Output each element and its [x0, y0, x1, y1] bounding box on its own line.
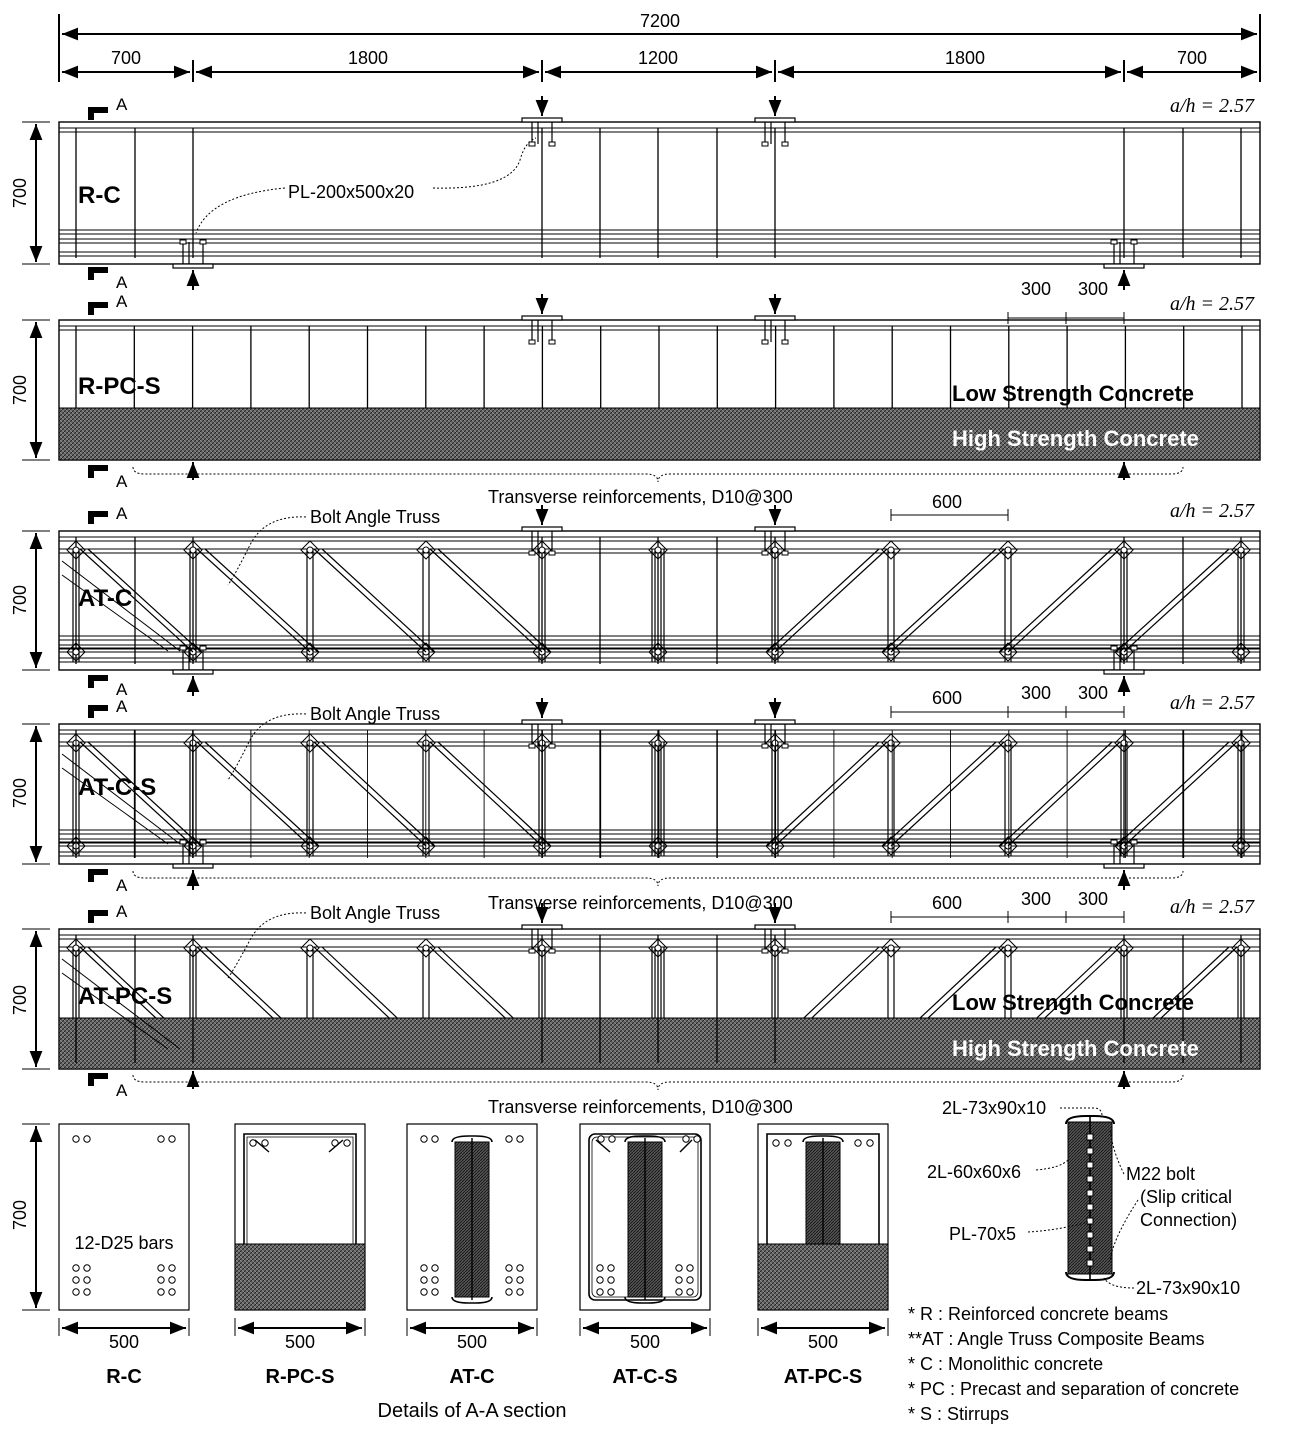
- truss-bolt: [772, 547, 778, 553]
- dim-seg-2: 1800: [347, 48, 389, 68]
- legend-item: **AT : Angle Truss Composite Beams: [908, 1329, 1205, 1349]
- rebar-bar: [676, 1277, 682, 1283]
- rebar-bar: [517, 1277, 523, 1283]
- rebar-bar: [597, 1265, 603, 1271]
- ratio-label-2: a/h = 2.57: [1169, 293, 1254, 315]
- section-flag: [88, 705, 108, 718]
- section-flag: [88, 675, 108, 688]
- high-strength-zone: [758, 1244, 888, 1310]
- angle-bottom-label: 2L-73x90x10: [1136, 1278, 1241, 1298]
- truss-bolt: [423, 945, 429, 951]
- section-width: 500: [108, 1332, 140, 1352]
- load-plate: [522, 118, 562, 122]
- truss-bolt: [1005, 945, 1011, 951]
- beam-elevations: [22, 96, 1260, 1090]
- rebar-bar: [517, 1265, 523, 1271]
- truss-bolt: [190, 945, 196, 951]
- cross-sections: [22, 1108, 1138, 1336]
- truss-bolt: [73, 649, 79, 655]
- detail-bolt: [1087, 1176, 1093, 1182]
- beam-r-c: [22, 96, 1260, 290]
- section-mark: A: [116, 680, 128, 699]
- beam-label-at-c-s: AT-C-S: [78, 774, 157, 801]
- detail-bolt: [1087, 1162, 1093, 1168]
- legend-item: * PC : Precast and separation of concrete: [908, 1379, 1240, 1399]
- rebar-bar: [785, 1140, 791, 1146]
- dim-seg-4: 1800: [944, 48, 986, 68]
- rebar-bar: [506, 1289, 512, 1295]
- load-plate: [755, 118, 795, 122]
- transverse-note: Transverse reinforcements, D10@300: [488, 487, 793, 507]
- truss-bolt: [1238, 649, 1244, 655]
- stud-head: [529, 744, 535, 748]
- detail-leader: [1036, 1160, 1068, 1170]
- rebar-bar: [84, 1265, 90, 1271]
- high-strength-label: High Strength Concrete: [952, 426, 1199, 451]
- truss-bolt: [190, 547, 196, 553]
- truss-bolt: [539, 547, 545, 553]
- load-plate: [522, 720, 562, 724]
- stud-head: [782, 142, 788, 146]
- truss-bolt: [655, 843, 661, 849]
- rebar-bar: [73, 1136, 79, 1142]
- height-label-5: 700: [10, 984, 30, 1016]
- truss-bolt: [73, 945, 79, 951]
- truss-bolt: [1238, 945, 1244, 951]
- detail-bolt: [1087, 1218, 1093, 1224]
- detail-leader: [1110, 1200, 1138, 1262]
- stud-head: [549, 340, 555, 344]
- section-mark: A: [116, 697, 128, 716]
- section-flag: [88, 869, 108, 882]
- truss-bolt: [655, 945, 661, 951]
- transverse-note: Transverse reinforcements, D10@300: [488, 893, 793, 913]
- stud-head: [200, 646, 206, 650]
- beam-label-r-c: R-C: [78, 182, 121, 209]
- stud-head: [529, 949, 535, 953]
- load-plate: [755, 527, 795, 531]
- dim-seg-5: 700: [1176, 48, 1208, 68]
- rebar-bar: [169, 1136, 175, 1142]
- section-at-pc-s: [758, 1124, 888, 1336]
- truss-bolt: [1005, 740, 1011, 746]
- height-label-4: 700: [10, 777, 30, 809]
- height-label-2: 700: [10, 374, 30, 406]
- detail-bolt: [1087, 1246, 1093, 1252]
- truss-bolt: [888, 945, 894, 951]
- spacing-dim: 300: [1078, 683, 1109, 703]
- rebar-bar: [506, 1265, 512, 1271]
- truss-bolt: [423, 547, 429, 553]
- section-width: 500: [629, 1332, 661, 1352]
- rebar-bar: [676, 1265, 682, 1271]
- truss-bolt: [772, 740, 778, 746]
- stud-head: [180, 240, 186, 244]
- support-plate: [173, 864, 213, 868]
- rebar-bar: [158, 1277, 164, 1283]
- plate-callout: PL-200x500x20: [288, 182, 415, 202]
- section-label-at-pc-s: AT-PC-S: [783, 1366, 863, 1388]
- truss-bolt: [655, 547, 661, 553]
- rebar-bar: [683, 1136, 689, 1142]
- rebar-bar: [432, 1277, 438, 1283]
- rebar-bar: [676, 1289, 682, 1295]
- rebar-bar: [84, 1277, 90, 1283]
- stud-head: [549, 949, 555, 953]
- load-plate: [522, 527, 562, 531]
- truss-bolt: [655, 649, 661, 655]
- section-width: 500: [807, 1332, 839, 1352]
- low-strength-label: Low Strength Concrete: [952, 381, 1195, 406]
- stud-head: [1111, 840, 1117, 844]
- rebar-bar: [158, 1136, 164, 1142]
- spacing-dim: 300: [1078, 279, 1109, 299]
- rebar-bar: [694, 1136, 700, 1142]
- section-flag: [88, 267, 108, 280]
- section-mark: A: [116, 472, 128, 491]
- detail-bolt: [1087, 1148, 1093, 1154]
- truss-callout: Bolt Angle Truss: [310, 903, 441, 923]
- spacing-dim: 600: [932, 893, 963, 913]
- angle-top-label: 2L-73x90x10: [942, 1098, 1047, 1118]
- section-flag: [88, 107, 108, 120]
- stud-head: [549, 551, 555, 555]
- section-label-r-pc-s: R-PC-S: [265, 1366, 335, 1388]
- section-r-pc-s: [235, 1124, 365, 1336]
- ratio-label-4: a/h = 2.57: [1169, 692, 1254, 714]
- spacing-dim: 300: [1021, 889, 1052, 909]
- rebar-bar: [687, 1277, 693, 1283]
- rebar-bar: [432, 1289, 438, 1295]
- beam-label-r-pc-s: R-PC-S: [78, 373, 161, 400]
- section-mark: A: [116, 292, 128, 311]
- stud-head: [529, 551, 535, 555]
- stud-head: [180, 840, 186, 844]
- high-strength-label: High Strength Concrete: [952, 1036, 1199, 1061]
- rebar-bar: [598, 1136, 604, 1142]
- height-label-section: 700: [10, 1199, 30, 1231]
- section-mark: A: [116, 876, 128, 895]
- height-label-1: 700: [10, 177, 30, 209]
- angle-web-label: 2L-60x60x6: [927, 1162, 1022, 1182]
- truss-bolt: [307, 945, 313, 951]
- truss-callout: Bolt Angle Truss: [310, 704, 441, 724]
- truss-callout: Bolt Angle Truss: [310, 507, 441, 527]
- stud-head: [1111, 240, 1117, 244]
- section-at-c-s: [580, 1124, 710, 1336]
- stud-head: [529, 142, 535, 146]
- section-label-r-c: R-C: [106, 1366, 142, 1388]
- stud-head: [762, 744, 768, 748]
- rebar-bar: [506, 1277, 512, 1283]
- truss-bolt: [1121, 740, 1127, 746]
- ratio-label-3: a/h = 2.57: [1169, 500, 1254, 522]
- legend: [908, 1304, 1239, 1424]
- detail-leader: [1060, 1108, 1102, 1116]
- section-width: 500: [284, 1332, 316, 1352]
- stud-head: [1131, 646, 1137, 650]
- rebar-bar: [506, 1136, 512, 1142]
- at-c-s-stirrups: [76, 730, 1242, 858]
- truss-bolt: [772, 945, 778, 951]
- load-plate: [755, 925, 795, 929]
- section-at-c: [407, 1124, 537, 1336]
- rebar-bar: [421, 1277, 427, 1283]
- truss-bolt: [888, 740, 894, 746]
- truss-bolt: [1121, 547, 1127, 553]
- stud-head: [762, 949, 768, 953]
- legend-item: * S : Stirrups: [908, 1404, 1010, 1424]
- spacing-dim: 300: [1078, 889, 1109, 909]
- truss-bolt: [307, 740, 313, 746]
- height-label-3: 700: [10, 584, 30, 616]
- rebar-bar: [262, 1140, 268, 1146]
- detail-bolt: [1087, 1134, 1093, 1140]
- high-strength-zone: [235, 1244, 365, 1310]
- section-mark: A: [116, 902, 128, 921]
- detail-bolt: [1087, 1190, 1093, 1196]
- rebar-bar: [84, 1289, 90, 1295]
- rebar-bar: [421, 1289, 427, 1295]
- rebar-bar: [169, 1277, 175, 1283]
- support-plate: [1104, 864, 1144, 868]
- load-plate: [755, 316, 795, 320]
- rebar-bar: [608, 1265, 614, 1271]
- section-flag: [88, 511, 108, 524]
- beam-at-c-s: [22, 698, 1260, 890]
- legend-item: * C : Monolithic concrete: [908, 1354, 1104, 1374]
- plate-label: PL-70x5: [949, 1224, 1017, 1244]
- detail-bolt: [1087, 1232, 1093, 1238]
- rebar-bar: [158, 1289, 164, 1295]
- rebar-bar: [169, 1289, 175, 1295]
- stud-head: [762, 142, 768, 146]
- rebar-bar: [421, 1265, 427, 1271]
- rebar-bar: [597, 1277, 603, 1283]
- spacing-dim: 600: [932, 492, 963, 512]
- rebar-bar: [73, 1277, 79, 1283]
- rebar-bar: [867, 1140, 873, 1146]
- support-plate: [1104, 264, 1144, 268]
- beam-label-at-c: AT-C: [78, 585, 133, 612]
- legend-item: * R : Reinforced concrete beams: [908, 1304, 1169, 1324]
- rebar-bar: [73, 1265, 79, 1271]
- stud-head: [1131, 240, 1137, 244]
- dim-total: 7200: [639, 11, 681, 31]
- detail-bolt: [1087, 1260, 1093, 1266]
- stud-head: [529, 340, 535, 344]
- truss-bolt: [1238, 740, 1244, 746]
- section-width: 500: [456, 1332, 488, 1352]
- load-plate: [522, 316, 562, 320]
- rebar-bar: [687, 1289, 693, 1295]
- stud-head: [782, 340, 788, 344]
- bars-label: 12-D25 bars: [74, 1233, 174, 1253]
- rebar-bar: [773, 1140, 779, 1146]
- section-caption: Details of A-A section: [377, 1400, 567, 1422]
- stud-head: [782, 744, 788, 748]
- truss-bolt: [539, 945, 545, 951]
- section-flag: [88, 302, 108, 315]
- rebar-bar: [421, 1136, 427, 1142]
- stud-head: [549, 744, 555, 748]
- section-flag: [88, 1073, 108, 1086]
- rebar-bar: [344, 1140, 350, 1146]
- rebar-bar: [608, 1289, 614, 1295]
- rebar-bar: [608, 1277, 614, 1283]
- truss-bolt: [1238, 547, 1244, 553]
- load-plate: [522, 925, 562, 929]
- stud-head: [200, 240, 206, 244]
- detail-bolt: [1087, 1204, 1093, 1210]
- transverse-note: Transverse reinforcements, D10@300: [488, 1097, 793, 1117]
- rebar-bar: [597, 1289, 603, 1295]
- support-plate: [173, 670, 213, 674]
- spacing-dim: 300: [1021, 683, 1052, 703]
- low-strength-label: Low Strength Concrete: [952, 990, 1195, 1015]
- detail-leader: [1104, 1278, 1134, 1288]
- transverse-brace: [133, 467, 1183, 482]
- truss-bolt: [307, 547, 313, 553]
- support-plate: [173, 264, 213, 268]
- section-label-at-c: AT-C: [449, 1366, 495, 1388]
- rebar-bar: [432, 1265, 438, 1271]
- bolt-note: Connection): [1140, 1210, 1238, 1230]
- section-flag: [88, 910, 108, 923]
- stud-head: [782, 551, 788, 555]
- truss-bolt: [1005, 547, 1011, 553]
- stud-head: [762, 551, 768, 555]
- beam-label-at-pc-s: AT-PC-S: [78, 983, 173, 1010]
- rebar-bar: [73, 1289, 79, 1295]
- ratio-label-5: a/h = 2.57: [1169, 896, 1254, 918]
- bolt-note: (Slip critical: [1140, 1187, 1233, 1207]
- angle-truss-detail: [1028, 1108, 1138, 1288]
- section-mark: A: [116, 95, 128, 114]
- stud-head: [549, 142, 555, 146]
- dim-seg-3: 1200: [637, 48, 679, 68]
- section-flag: [88, 465, 108, 478]
- stud-head: [200, 840, 206, 844]
- stud-head: [1111, 646, 1117, 650]
- rebar-bar: [517, 1136, 523, 1142]
- truss-bolt: [655, 740, 661, 746]
- stud-head: [762, 340, 768, 344]
- section-label-at-c-s: AT-C-S: [612, 1366, 678, 1388]
- section-mark: A: [116, 1081, 128, 1100]
- ratio-label-1: a/h = 2.57: [1169, 95, 1254, 117]
- load-plate: [755, 720, 795, 724]
- rebar-bar: [84, 1136, 90, 1142]
- rebar-bar: [158, 1265, 164, 1271]
- rebar-bar: [169, 1265, 175, 1271]
- spacing-dim: 300: [1021, 279, 1052, 299]
- dim-seg-1: 700: [110, 48, 142, 68]
- truss-bolt: [888, 547, 894, 553]
- support-plate: [1104, 670, 1144, 674]
- transverse-brace: [133, 1075, 1183, 1090]
- bolt-label: M22 bolt: [1126, 1164, 1196, 1184]
- truss-bolt: [1238, 843, 1244, 849]
- section-mark: A: [116, 504, 128, 523]
- spacing-dim: 600: [932, 688, 963, 708]
- section-mark: A: [116, 273, 128, 292]
- stud-head: [180, 646, 186, 650]
- stud-head: [782, 949, 788, 953]
- section-r-c: [22, 1124, 189, 1336]
- truss-bolt: [1121, 945, 1127, 951]
- stud-head: [1131, 840, 1137, 844]
- transverse-brace: [133, 871, 1183, 886]
- truss-bolt: [73, 547, 79, 553]
- rebar-bar: [517, 1289, 523, 1295]
- rebar-bar: [855, 1140, 861, 1146]
- rebar-bar: [432, 1136, 438, 1142]
- rebar-bar: [609, 1136, 615, 1142]
- beam-at-c: [22, 505, 1260, 696]
- rebar-bar: [687, 1265, 693, 1271]
